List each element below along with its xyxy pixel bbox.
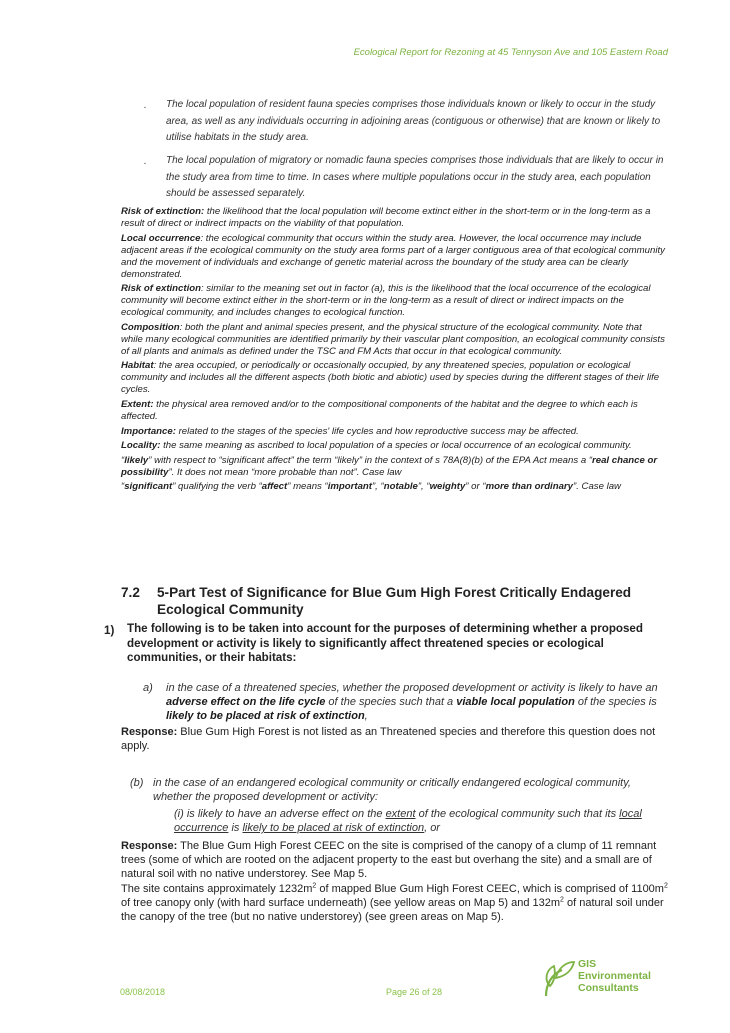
item-b-i-text: (i) is likely to have an adverse effect on the extent of the ecological community such that its local occurrence is likely to be placed at risk of extinction, or bbox=[174, 808, 642, 834]
response-label: Response: bbox=[121, 726, 178, 738]
definition bbox=[121, 399, 666, 423]
section-title-line1: 5-Part Test of Significance for Blue Gum High Forest Critically Endagered bbox=[157, 585, 632, 600]
likely-definition: “likely” with respect to “significant affect” the term “likely” in the context of s 78A(8)(b) of the EPA Act means a “real chance or possibility”. It does not mean “more probable than not”. Case law bbox=[121, 454, 658, 478]
definition-term: Risk of extinction: bbox=[121, 206, 205, 217]
company-logo-text: GIS Environmental Consultants bbox=[578, 958, 651, 994]
definition-term: Local occurrence bbox=[121, 232, 201, 244]
definition-text: : both the plant and animal species present, and the physical structure of the ecological community. Note that while many ecological communities are identified primarily by their vascular plant composition, an ecological community consists of all plants and animals as defined under the TSC and FM Acts that occur in that ecological community. bbox=[121, 321, 665, 357]
question-number: 1) bbox=[104, 624, 115, 637]
response-b: Response: The Blue Gum High Forest CEEC on the site is comprised of the canopy of a clump of 11 remnant trees (some of which are rooted on the adjacent property to the east but overhang the site) and a small are of natural soil with no native understorey. See Map 5. bbox=[121, 840, 657, 880]
definition-text: : the ecological community that occurs within the study area. However, the local occurrence may include adjacent areas if the ecological community on the study area forms part of a larger contiguous area of that ecological community and the movement of individuals and exchange of genetic material across the boundary of the study area can be clearly demonstrated. bbox=[121, 232, 665, 280]
definition-term: Importance: bbox=[121, 425, 176, 437]
item-a-text: in the case of a threatened species, whether the proposed development or activity is likely to have an adverse effect on the life cycle of the species such that a viable local population of the species is likely to be placed at risk of extinction, bbox=[166, 682, 658, 722]
definition-text: : the area occupied, or periodically or occasionally occupied, by any threatened species, population or ecological community and includes all the different aspects (both biotic and abiotic) used by species during the different stages of their life cycles. bbox=[121, 360, 660, 396]
definition-text: the likelihood that the local population will become extinct either in the short-term or in the long-term as a result of direct or indirect impacts on the viability of that population. bbox=[121, 206, 651, 229]
definition-term: Risk of extinction bbox=[121, 283, 201, 295]
bullet-marker: . bbox=[144, 100, 147, 111]
section-number: 7.2 bbox=[121, 585, 140, 600]
item-a-label: a) bbox=[143, 682, 153, 694]
footer-date: 08/08/2018 bbox=[120, 987, 166, 997]
definition bbox=[121, 426, 666, 438]
definition-text: : similar to the meaning set out in factor (a), this is the likelihood that the local occurrence of the ecological community will become extinct either in the short-term or in the long-term as a result of direct or indirect impacts on the ecological community, and includes changes to ecological function. bbox=[121, 283, 651, 319]
item-b-text: in the case of an endangered ecological community or critically endangered ecological community, whether the proposed development or activity: bbox=[153, 777, 631, 803]
definition bbox=[121, 322, 666, 358]
definition bbox=[121, 440, 666, 452]
definitions-block bbox=[121, 206, 666, 496]
definition-text: the physical area removed and/or to the compositional components of the habitat and the degree to which each is affected. bbox=[121, 398, 638, 422]
definition-term: Locality: bbox=[121, 440, 161, 452]
definition bbox=[121, 360, 666, 396]
page-header: Ecological Report for Rezoning at 45 Tennyson Ave and 105 Eastern Road bbox=[353, 47, 668, 58]
item-b-label: (b) bbox=[130, 777, 144, 789]
bullet-text: The local population of migratory or nomadic fauna species comprises those individuals that are likely to occur in the study area from time to time. In cases where multiple populations occur in the study area, each population should be assessed separately. bbox=[166, 155, 664, 199]
definition bbox=[121, 206, 666, 230]
definition-text: related to the stages of the species' life cycles and how reproductive success may be affected. bbox=[175, 425, 579, 437]
significant-definition: “significant” qualifying the verb “affect” means “important”, “notable”, “weighty” or “more than ordinary”. Case law bbox=[121, 481, 621, 493]
site-paragraph: The site contains approximately $1232m^2$ of mapped Blue Gum High Forest CEEC, which is comprised of $1100m^2$ of tree canopy only (with hard surface underneath) (see yellow areas on Map 5) and $132m^2$ of natural soil under the canopy of the tree (but no native understorey) (see green areas on Map 5). bbox=[121, 882, 668, 923]
section-title-line2: Ecological Community bbox=[157, 602, 304, 617]
footer-page-number: Page 26 of 28 bbox=[386, 987, 443, 997]
leaf-logo-icon bbox=[540, 956, 576, 1000]
response-a: Response: Blue Gum High Forest is not listed as an Threatened species and therefore this question does not apply. bbox=[121, 726, 656, 752]
definition-text: the same meaning as ascribed to local population of a species or local occurrence of an ecological community. bbox=[160, 440, 632, 452]
definition-term: Extent: bbox=[121, 398, 154, 410]
question-text: The following is to be taken into account for the purposes of determining whether a proposed development or activity is likely to significantly affect threatened species or ecological communities, or their habitats: bbox=[127, 622, 643, 664]
bullet-marker: . bbox=[144, 156, 147, 167]
section-heading bbox=[121, 584, 681, 618]
definition bbox=[121, 283, 666, 319]
definition-term: Composition bbox=[121, 321, 180, 333]
definition-term: Habitat bbox=[121, 360, 154, 372]
bullet-text: The local population of resident fauna species comprises those individuals known or likely to occur in the study area, as well as any individuals occurring in adjoining areas (contiguous or otherwise) that are known or likely to utilise habitats in the study area. bbox=[166, 99, 661, 143]
definition bbox=[121, 233, 666, 281]
response-label: Response: bbox=[121, 840, 178, 852]
